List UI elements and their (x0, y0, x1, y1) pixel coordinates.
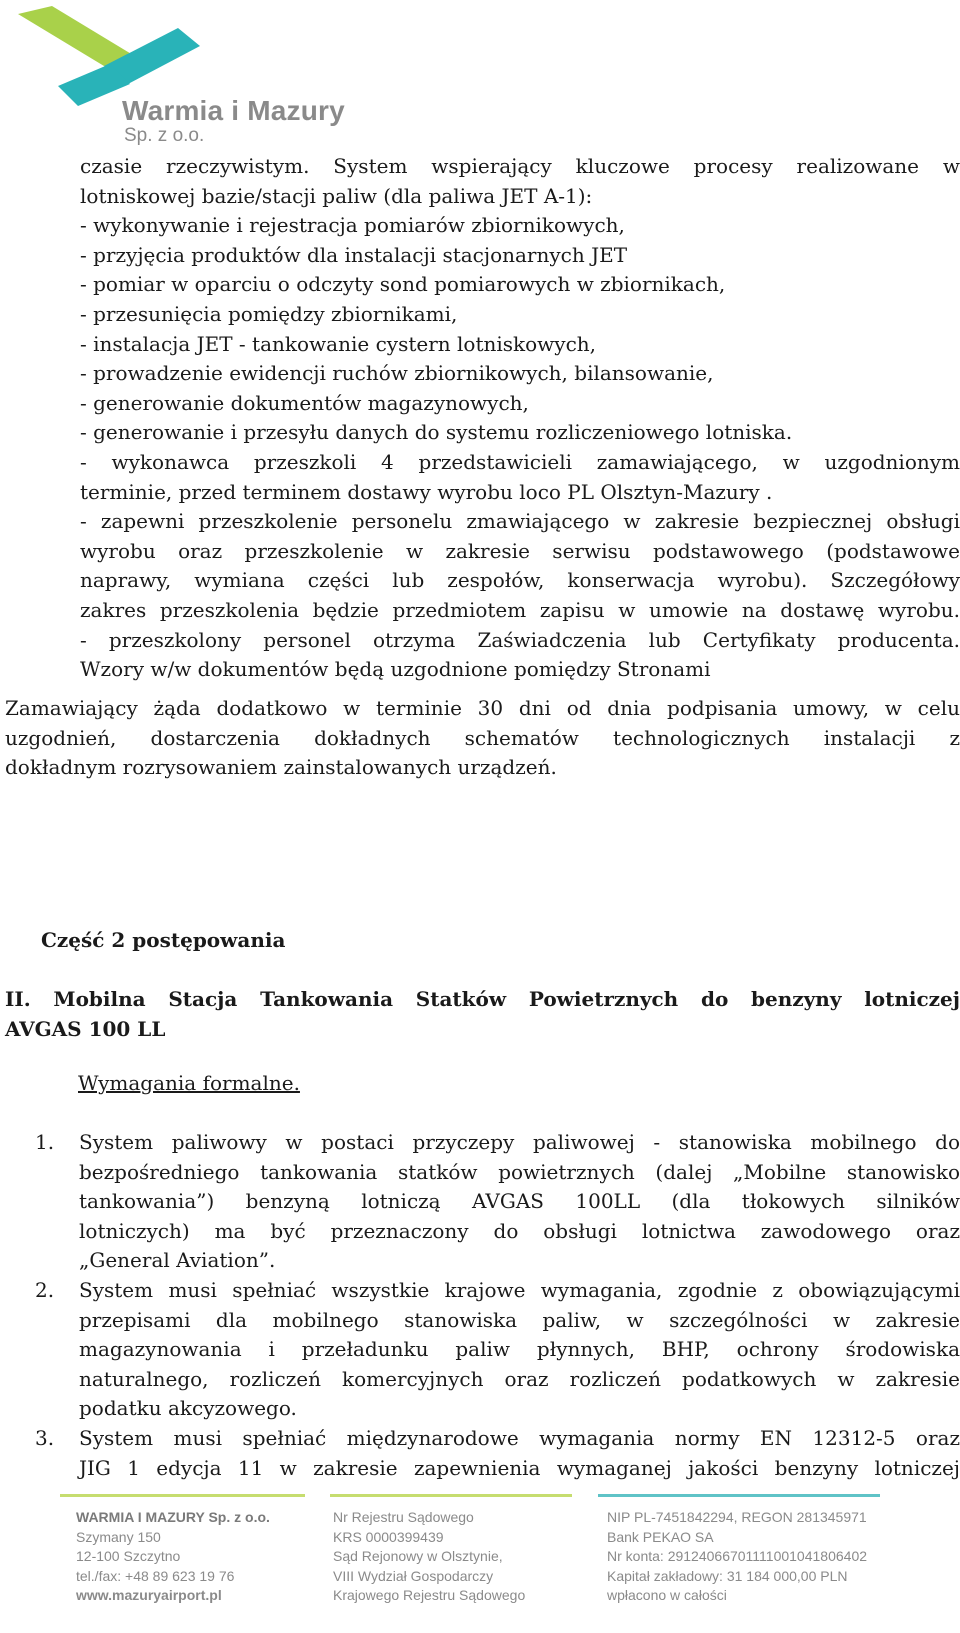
list-item (30, 1424, 960, 1483)
list-item (30, 1128, 960, 1276)
body-text-block-2 (5, 694, 960, 783)
text-line: - prowadzenie ewidencji ruchów zbiornikowych, bilansowanie, (80, 361, 714, 386)
footer-rule (330, 1494, 572, 1497)
footer-line: Kapitał zakładowy: 31 184 000,00 PLN (607, 1567, 848, 1584)
footer-company (76, 1508, 270, 1606)
logo-mark-icon (18, 6, 218, 106)
footer-postcode: 12-100 Szczytno (76, 1548, 181, 1564)
text-line: Zamawiający żąda dodatkowo w terminie 30 dni od dnia podpisania umowy, w celu (5, 696, 960, 720)
logo-name: Warmia i Mazury (122, 95, 345, 126)
text-line: - przesunięcia pomiędzy zbiornikami, (80, 301, 458, 326)
footer-line: Bank PEKAO SA (607, 1528, 714, 1545)
text-line: podatku akcyzowego. (79, 1396, 297, 1421)
section-title (5, 985, 960, 1044)
text-line: - instalacja JET - tankowanie cystern lotniskowych, (80, 331, 597, 356)
footer-registry (333, 1508, 525, 1606)
list-item-number: 1. (35, 1130, 55, 1154)
footer-line: KRS 0000399439 (333, 1528, 444, 1545)
text-line: System paliwowy w postaci przyczepy paliwowej - stanowiska mobilnego do (79, 1130, 960, 1154)
footer-line: NIP PL-7451842294, REGON 281345971 (607, 1509, 867, 1525)
requirements-list (30, 1128, 960, 1483)
footer-phone: tel./fax: +48 89 623 19 76 (76, 1567, 235, 1584)
text-line: dokładnym rozrysowaniem zainstalowanych urządzeń. (5, 755, 557, 780)
text-line: magazynowania i przeładunku paliw płynnych, BHP, ochrony środowiska (79, 1337, 960, 1362)
footer-line: wpłacono w całości (607, 1587, 727, 1603)
text-line: uzgodnień, dostarczenia dokładnych schematów technologicznych instalacji z (5, 725, 960, 750)
footer-company-name: WARMIA I MAZURY Sp. z o.o. (76, 1509, 270, 1525)
text-line: JIG 1 edycja 11 w zakresie zapewnienia wymaganej jakości benzyny lotniczej (79, 1455, 960, 1480)
footer-website: www.mazuryairport.pl (76, 1587, 222, 1603)
section-heading: Część 2 postępowania (41, 928, 286, 952)
footer-finance (607, 1508, 867, 1606)
text-line: zakres przeszkolenia będzie przedmiotem zapisu w umowie na dostawę wyrobu. (80, 597, 960, 622)
text-line: bezpośredniego tankowania statków powietrznych (dalej „Mobilne stanowisko (79, 1159, 960, 1184)
text-line: tankowania”) benzyną lotniczą AVGAS 100LL (dla tłokowych silników (79, 1189, 960, 1214)
footer-line: Nr konta: 29124066701111001041806402 (607, 1548, 868, 1564)
footer-line: Sąd Rejonowy w Olsztynie, (333, 1548, 503, 1564)
requirements-heading: Wymagania formalne. (78, 1071, 300, 1095)
text-line: - generowanie i przesyłu danych do systemu rozliczeniowego lotniska. (80, 420, 793, 445)
text-line: - zapewni przeszkolenie personelu zmawiającego w zakresie bezpiecznej obsługi (80, 509, 960, 534)
text-line: wyrobu oraz przeszkolenie w zakresie serwisu podstawowego (podstawowe (80, 538, 960, 563)
text-line: - wykonywanie i rejestracja pomiarów zbiornikowych, (80, 213, 625, 238)
logo-subtitle: Sp. z o.o. (124, 125, 205, 146)
text-line: czasie rzeczywistym. System wspierający kluczowe procesy realizowane w (80, 154, 960, 178)
text-line: lotniczych) ma być przeznaczony do obsługi lotnictwa zawodowego oraz (79, 1218, 960, 1243)
footer-line: VIII Wydział Gospodarczy (333, 1567, 494, 1584)
text-line: terminie, przed terminem dostawy wyrobu loco PL Olsztyn-Mazury . (80, 479, 773, 504)
footer-address: Szymany 150 (76, 1528, 161, 1545)
text-line: lotniskowej bazie/stacji paliw (dla paliwa JET A-1): (80, 183, 593, 208)
text-line: - przeszkolony personel otrzyma Zaświadczenia lub Certyfikaty producenta. (80, 627, 960, 652)
list-item-number: 3. (35, 1425, 55, 1450)
footer-rule (60, 1494, 305, 1497)
text-line: System musi spełniać wszystkie krajowe wymagania, zgodnie z obowiązującymi (79, 1277, 960, 1302)
text-line: „General Aviation”. (79, 1248, 276, 1273)
footer-line: Krajowego Rejestru Sądowego (333, 1587, 526, 1603)
text-line: naprawy, wymiana części lub zespołów, konserwacja wyrobu). Szczegółowy (80, 568, 960, 593)
footer-rule (598, 1494, 880, 1497)
text-line: - wykonawca przeszkoli 4 przedstawicieli zamawiającego, w uzgodnionym (80, 449, 960, 474)
text-line: - generowanie dokumentów magazynowych, (80, 390, 529, 415)
list-item-number: 2. (35, 1277, 55, 1302)
text-line: Wzory w/w dokumentów będą uzgodnione pomiędzy Stronami (80, 657, 711, 682)
text-line: naturalnego, rozliczeń komercyjnych oraz rozliczeń podatkowych w zakresie (79, 1366, 960, 1391)
text-line: przepisami dla mobilnego stanowiska paliw, w szczególności w zakresie (79, 1307, 960, 1332)
section-title-line: II. Mobilna Stacja Tankowania Statków Powietrznych do benzyny lotniczej (5, 987, 960, 1011)
text-line: - pomiar w oparciu o odczyty sond pomiarowych w zbiornikach, (80, 272, 726, 297)
text-line: - przyjęcia produktów dla instalacji stacjonarnych JET (80, 242, 628, 267)
text-line: System musi spełniać międzynarodowe wymagania normy EN 12312-5 oraz (79, 1425, 960, 1450)
section-title-line: AVGAS 100 LL (5, 1016, 166, 1041)
footer-line: Nr Rejestru Sądowego (333, 1509, 474, 1525)
body-text-block-1 (80, 152, 960, 685)
list-item (30, 1276, 960, 1424)
